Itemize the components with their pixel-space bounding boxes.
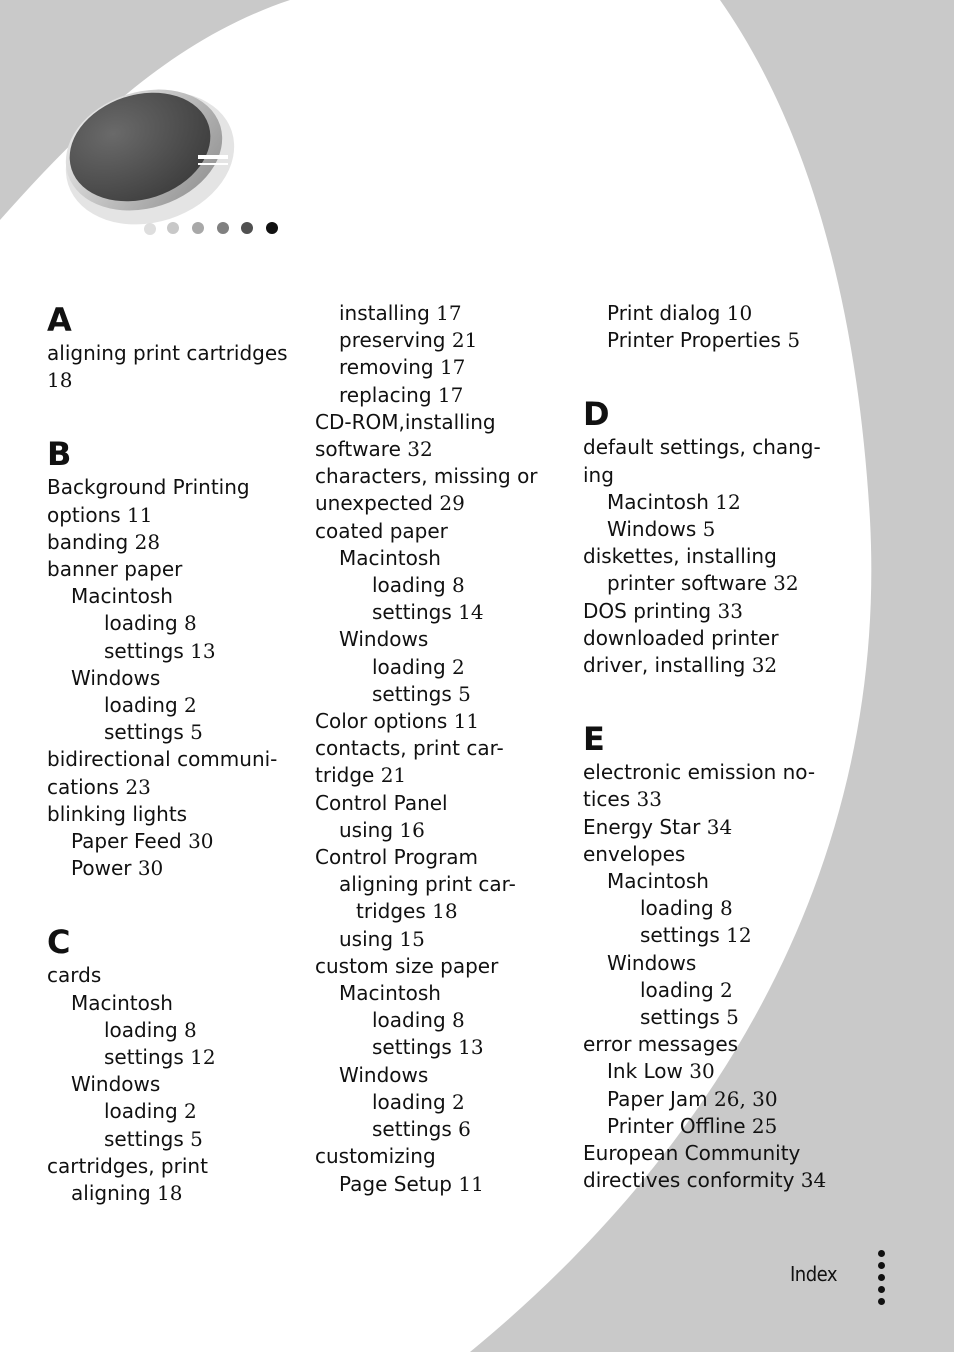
index-entry [315,762,565,789]
index-column-1 [47,300,297,1207]
index-entry-text: Macintosh [71,990,173,1015]
index-page-number: 33 [636,787,662,812]
index-entry [315,409,565,436]
index-entry-text: settings [372,681,459,706]
index-entry-text: DOS printing [583,598,718,623]
index-entry [47,746,297,773]
index-entry-text: Windows [607,517,703,542]
index-entry [47,474,297,501]
index-page-number: 17 [437,382,464,407]
index-entry-text: Ink Low [607,1059,690,1084]
index-page-number: 23 [125,774,151,799]
index-entry-text: Print dialog [607,301,727,325]
index-entry [315,300,565,327]
index-entry-text: characters, missing or [315,464,538,489]
index-entry-text: aligning print car- [339,872,516,897]
index-entry-text: preserving [339,328,452,353]
index-page-number: 12 [715,489,741,514]
footer-section-label: Index [790,1262,838,1286]
index-page-number: 25 [751,1113,778,1138]
index-entry [583,841,833,868]
index-page-number: 5 [787,328,801,353]
index-page-number: 32 [407,437,433,462]
index-page-number: 12 [190,1045,216,1070]
index-page-number: 2 [452,1089,465,1114]
index-entry [47,855,297,882]
index-entry [47,828,297,855]
index-entry [583,516,833,543]
index-page-number: 8 [184,1017,197,1042]
section-gap [47,882,297,922]
index-entry [47,1126,297,1153]
index-entry [583,300,833,327]
index-entry [583,1058,833,1085]
index-page-number: 13 [458,1035,484,1060]
index-entry [583,1004,833,1031]
index-entry-text: loading [372,573,453,598]
index-page-number: 2 [184,693,197,718]
index-entry-text: Macintosh [607,869,709,894]
index-entry-text: Power [71,856,138,881]
index-entry-text: Energy Star [583,814,707,839]
section-gap [583,354,833,394]
index-entry-text: banding [47,529,135,554]
index-entry [315,654,565,681]
index-entry-text: error messages [583,1032,739,1057]
index-entry [315,817,565,844]
index-entry [315,354,565,381]
index-page-number: 11 [127,502,153,527]
index-page-number: 18 [157,1181,183,1206]
index-page-number: 29 [439,491,465,516]
index-entry-text: settings [640,923,727,948]
index-entry-text: banner paper [47,557,183,582]
index-entry-text: Page Setup [339,1171,459,1196]
index-entry [583,434,833,461]
index-entry [47,665,297,692]
index-entry [315,599,565,626]
index-page-number: 28 [134,529,161,554]
index-entry-text: loading [104,693,185,718]
index-entry-text: tridge [315,763,381,788]
index-entry-text: loading [640,896,721,921]
index-entry-text: Background Printing [47,475,250,500]
index-entry-text: tridges [356,899,433,924]
index-page-number: 8 [452,573,465,598]
index-page-number: 11 [458,1171,484,1196]
index-entry-text: loading [640,977,721,1002]
index-entry [315,1143,565,1170]
index-page-number: 8 [452,1008,465,1033]
index-entry [47,556,297,583]
index-entry [315,1116,565,1143]
index-entry [47,502,297,529]
index-entry [583,759,833,786]
index-entry [583,814,833,841]
index-entry-text: software [315,437,408,462]
footer-dots-icon [878,1250,888,1310]
index-entry [315,871,565,898]
index-entry-text: default settings, chang- [583,435,821,460]
index-entry-text: installing [339,301,437,325]
index-entry-text: printer software [607,571,774,596]
index-page-number: 21 [380,763,407,788]
index-page-number: 17 [436,301,462,325]
index-entry-text: cards [47,963,102,988]
section-letter-heading: A [47,301,72,339]
index-entry-text: bidirectional communi- [47,747,278,772]
index-entry [315,1089,565,1116]
index-entry-text: loading [372,654,453,679]
index-entry-text: Macintosh [339,981,441,1006]
index-entry [583,1086,833,1113]
index-entry [583,570,833,597]
index-entry [315,898,565,925]
index-entry-text: settings [372,1035,459,1060]
index-entry-text: Windows [71,1072,161,1097]
index-page-number: 5 [190,1126,203,1151]
index-column-3 [583,300,833,1194]
index-entry [315,382,565,409]
index-page-number: 14 [458,600,484,625]
index-entry-text: settings [104,1126,191,1151]
index-entry [315,1062,565,1089]
index-entry [315,327,565,354]
index-entry [315,681,565,708]
index-entry [315,626,565,653]
index-entry [583,1113,833,1140]
index-entry-text: loading [372,1008,453,1033]
section-letter-heading: B [47,435,72,474]
index-entry-text: Windows [339,627,429,652]
index-entry [315,572,565,599]
index-page-number: 6 [458,1117,471,1142]
index-entry [315,708,565,735]
index-entry-text: Windows [607,950,697,975]
index-entry [583,1140,833,1167]
index-entry-text: cations [47,774,126,799]
index-entry-text: Printer Properties [607,328,788,353]
index-entry-text: settings [104,1045,191,1070]
index-page-number: 5 [458,681,471,706]
index-page-number: 12 [726,923,752,948]
index-entry [583,895,833,922]
index-entry-text: ing [583,462,614,487]
index-page-number: 15 [399,926,425,951]
index-page-number: 18 [47,368,73,393]
index-entry-text: using [339,926,400,951]
index-entry [47,1017,297,1044]
index-entry [47,692,297,719]
index-entry-text: cartridges, print [47,1153,208,1178]
index-entry [583,868,833,895]
index-entry-text: aligning [71,1181,158,1206]
index-entry [47,801,297,828]
index-entry [583,598,833,625]
section-gap [583,679,833,719]
index-entry-text: loading [104,611,185,636]
index-entry [315,463,565,490]
index-entry-text: electronic emission no- [583,760,816,785]
index-entry-text: coated paper [315,518,448,543]
index-entry [47,962,297,989]
index-entry-text: using [339,817,400,842]
index-entry [47,774,297,801]
index-entry-text: diskettes, installing [583,544,777,569]
index-entry-text: Paper Jam [607,1086,714,1111]
index-entry [47,719,297,746]
index-page-number: 2 [452,654,465,679]
index-entry-text: driver, installing [583,653,752,678]
section-gap [47,394,297,434]
index-entry-text: loading [104,1017,185,1042]
index-page-number: 30 [689,1059,715,1084]
index-entry [315,1171,565,1198]
index-entry-text: Control Panel [315,790,448,815]
index-entry-text: replacing [339,382,438,407]
index-page-number: 8 [720,896,733,921]
section-letter-heading: C [47,923,71,962]
index-entry-text: Color options [315,709,454,734]
index-entry [583,625,833,652]
index-entry [315,790,565,817]
index-page-number: 34 [706,814,733,839]
index-entry [315,1034,565,1061]
index-entry-text: settings [372,1117,459,1142]
index-page-number: 26, 30 [714,1086,778,1111]
index-entry [47,1180,297,1207]
index-page-number: 18 [432,899,458,924]
index-entry-text: Windows [339,1062,429,1087]
index-entry [47,1098,297,1125]
index-entry [583,489,833,516]
index-entry [47,610,297,637]
index-page-number: 13 [190,638,216,663]
index-entry-text: envelopes [583,841,686,866]
index-page-number: 34 [800,1168,827,1193]
index-entry-text: contacts, print car- [315,736,504,761]
index-page-number: 30 [137,856,164,881]
index-entry [583,652,833,679]
index-entry [315,735,565,762]
index-entry [315,953,565,980]
index-page-number: 16 [399,817,425,842]
index-entry [583,543,833,570]
index-entry [47,1153,297,1180]
index-entry-text: settings [104,720,191,745]
index-page-number: 5 [702,517,716,542]
index-entry [47,990,297,1017]
index-entry [583,786,833,813]
index-entry [583,950,833,977]
index-page-number: 5 [190,720,203,745]
index-entry-text: options [47,502,128,527]
index-page-number: 17 [439,355,466,380]
index-entry-text: Macintosh [71,584,173,609]
index-entry-text: Printer Offline [607,1113,752,1138]
index-entry [315,1007,565,1034]
index-entry-text: customizing [315,1144,436,1169]
index-entry-text: downloaded printer [583,625,779,650]
index-entry [315,844,565,871]
index-entry [47,1071,297,1098]
index-entry-text: loading [104,1099,185,1124]
index-page-number: 8 [184,611,197,636]
index-entry-text: unexpected [315,491,440,516]
index-entry [315,926,565,953]
index-entry [583,977,833,1004]
index-entry [583,1167,833,1194]
index-entry [47,367,297,394]
index-entry [315,545,565,572]
index-entry-text: blinking lights [47,801,188,826]
index-entry-text: Macintosh [607,489,716,514]
progress-dots-icon [144,222,278,235]
index-entry-text: custom size paper [315,953,499,978]
index-entry-text: European Community [583,1141,801,1166]
index-entry-text: Paper Feed [71,829,189,854]
index-entry [315,490,565,517]
index-page-number: 2 [184,1099,197,1124]
index-entry-text: tices [583,787,637,812]
index-entry-text: removing [339,355,440,380]
index-page-number: 32 [751,653,778,678]
index-page-number: 21 [451,328,478,353]
index-entry-text: settings [640,1005,727,1030]
index-page-number: 5 [726,1005,739,1030]
index-entry-text: settings [104,638,191,663]
index-entry [47,583,297,610]
index-entry-text: Windows [71,665,161,690]
index-column-2 [315,300,565,1198]
index-entry-text: Macintosh [339,545,441,570]
index-entry-text: loading [372,1089,453,1114]
index-entry-text: Control Program [315,845,479,870]
index-entry [47,340,297,367]
index-entry-text: CD-ROM,installing [315,409,496,434]
index-page-number: 2 [720,977,733,1002]
index-entry [583,922,833,949]
index-entry [47,1044,297,1071]
index-entry-text: settings [372,600,459,625]
index-page-number: 11 [453,709,480,734]
section-letter-heading: D [583,395,610,434]
index-entry [47,529,297,556]
index-entry [583,327,833,354]
index-entry-text: directives conformity [583,1168,801,1193]
index-page-number: 32 [773,571,799,596]
index-entry-text: aligning print cartridges [47,341,288,365]
index-entry [583,1031,833,1058]
index-page-number: 30 [188,829,214,854]
index-entry [47,638,297,665]
index-entry [315,980,565,1007]
index-page-number: 33 [717,598,743,623]
section-letter-heading: E [583,720,605,759]
index-entry [583,462,833,489]
index-page-number: 10 [726,301,753,325]
index-entry [315,518,565,545]
index-entry [315,436,565,463]
